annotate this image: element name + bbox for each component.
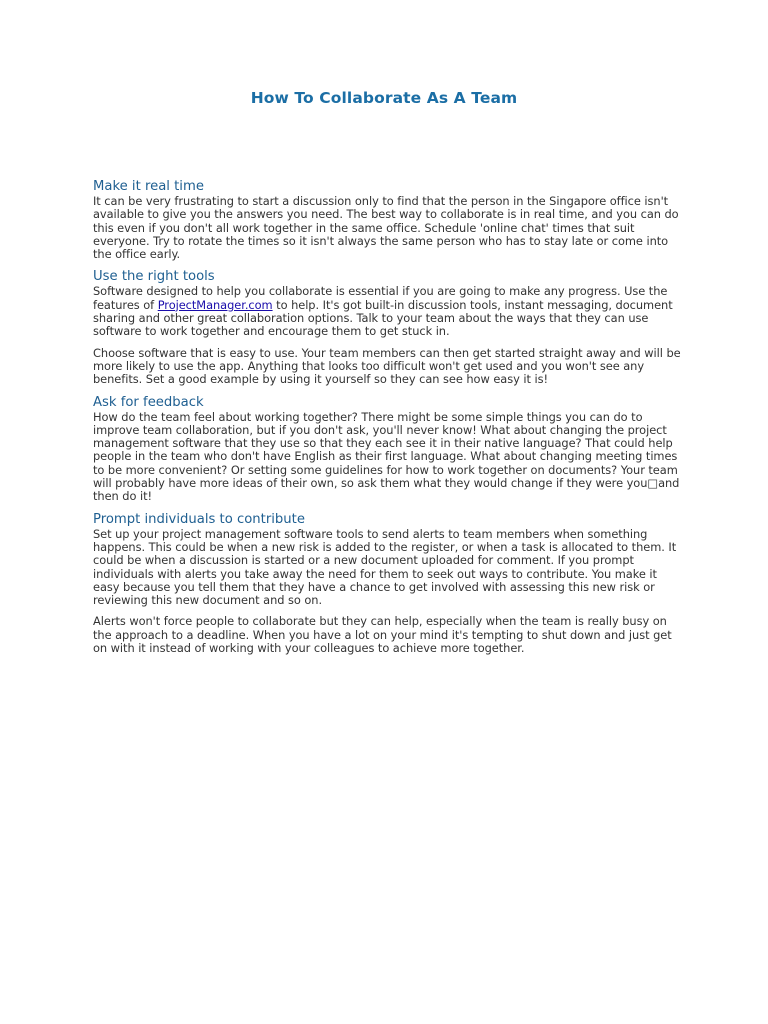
document-body (93, 178, 683, 655)
paragraph-text: to help. It's got built-in discussion tools, instant messaging, document sharing and other great collaboration options. Talk to your team about the ways that they can use software to work together and encourage them to get stuck in. (93, 297, 673, 339)
projectmanager-link[interactable]: ProjectManager.com (157, 297, 273, 312)
paragraph: Alerts won't force people to collaborate but they can help, especially when the team is really busy on the approach to a deadline. When you have a lot on your mind it's tempting to shut down and just get on with it instead of working with your colleagues to achieve more together. (93, 614, 672, 656)
section-heading: Ask for feedback (93, 394, 204, 410)
section-use-the-right-tools (93, 268, 683, 386)
paragraph: Set up your project management software tools to send alerts to team members when something happens. This could be when a new risk is added to the register, or when a task is allocated to them. It could be when a discussion is started or a new document uploaded for comment. If you prompt individuals with alerts you take away the need for them to seek out ways to contribute. You make it easy because you tell them that they have a chance to get involved with assessing this new risk or reviewing this new document and so on. (93, 526, 677, 608)
paragraph: Choose software that is easy to use. Your team members can then get started straight away and will be more likely to use the app. Anything that looks too difficult won't get used and you won't see any benefits. Set a good example by using it yourself so they can see how easy it is! (93, 345, 681, 387)
section-heading: Use the right tools (93, 269, 215, 285)
section-heading: Make it real time (93, 179, 204, 194)
section-ask-for-feedback (93, 394, 683, 504)
document-title: How To Collaborate As A Team (250, 89, 518, 107)
paragraph-text: Software designed to help you collaborate is essential if you are going to make any progress. Use the features of (93, 284, 668, 312)
paragraph (93, 285, 683, 338)
paragraph: It can be very frustrating to start a discussion only to find that the person in the Singapore office isn't available to give you the answers you need. The best way to collaborate is in real time, and you can do this even if you don't all work together in the same office. Schedule 'online chat' times that suit everyone. Try to rotate the times so it isn't always the same person who has to stay late or come into the office early. (93, 194, 679, 262)
section-heading: Prompt individuals to contribute (93, 511, 305, 527)
paragraph: How do the team feel about working together? There might be some simple things you can do to improve team collaboration, but if you don't ask, you'll never know! What about changing the project management software that they use so that they each see it in their native language? That could help people in the team who don't have English as their first language. What about changing meeting times to be more convenient? Or setting some guidelines for how to work together on documents? Your team will probably have more ideas of their own, so ask them what they would change if they were you□and then do it! (93, 409, 680, 504)
section-make-it-real-time (93, 178, 683, 261)
section-prompt-individuals (93, 511, 683, 656)
